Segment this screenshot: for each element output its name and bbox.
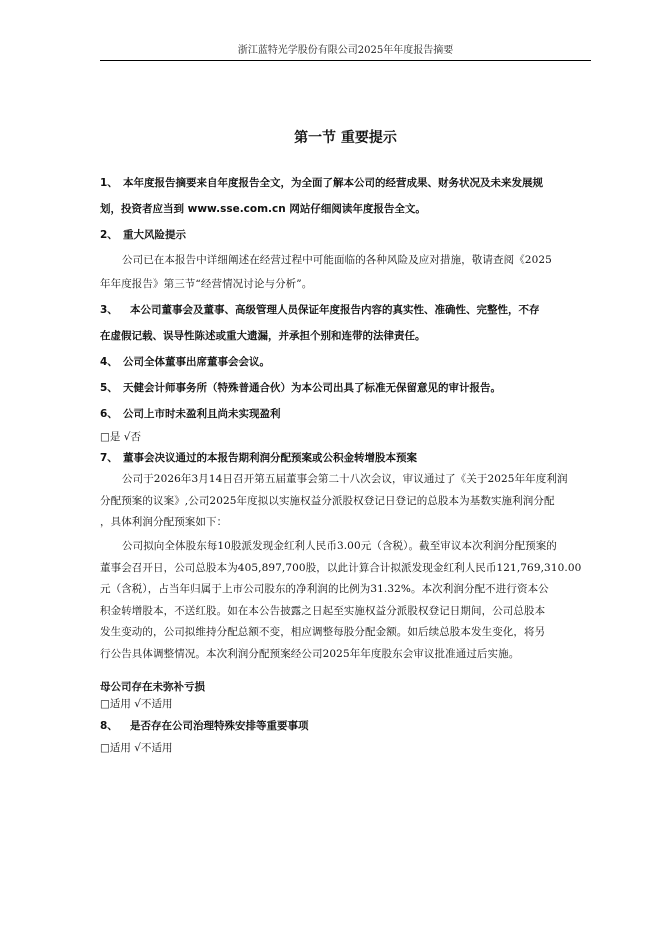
item-6-heading	[100, 401, 591, 427]
item-7-p2-line1: 公司拟向全体股东每10股派发现金红利人民币3.00元（含税）。截至审议本次利润分配预案的	[122, 540, 557, 552]
item-7-p2-line3: 元（含税），占当年归属于上市公司股东的净利润的比例为31.32%。本次利润分配不进行资本公	[100, 583, 549, 595]
item-1-line1: 本年度报告摘要来自年度报告全文，为全面了解本公司的经营成果、财务状况及未来发展规	[123, 177, 543, 189]
item-4-number: 4、	[100, 356, 118, 368]
uncovered-loss-heading: 母公司存在未弥补亏损	[100, 681, 205, 693]
page-header: 浙江蓝特光学股份有限公司2025年年度报告摘要	[237, 45, 454, 56]
item-7-paragraph-1	[100, 469, 591, 534]
item-8-heading	[100, 713, 591, 739]
item-7-number: 7、	[100, 452, 118, 464]
section-title: 第一节 重要提示	[294, 130, 397, 146]
item-7-p2-line5: 发生变动的，公司拟维持分配总额不变，相应调整每股分配金额。如后续总股本发生变化，将另	[100, 626, 546, 638]
item-2-body-line1: 公司已在本报告中详细阐述在经营过程中可能面临的各种风险及应对措施，敬请查阅《2025	[122, 254, 552, 266]
item-1-number: 1、	[100, 177, 118, 189]
item-7-heading	[100, 445, 591, 471]
item-1	[100, 170, 591, 222]
item-3	[100, 297, 591, 349]
item-6-number: 6、	[100, 408, 118, 420]
item-7-p1-line2: 分配预案的议案》,公司2025年度拟以实施权益分派股权登记日登记的总股本为基数实施利润分配	[100, 494, 555, 507]
header-rule	[100, 60, 591, 61]
item-8-number: 8、	[100, 720, 118, 732]
item-7-p2-line4: 积金转增股本，不送红股。如在本公告披露之日起至实施权益分派股权登记日期间，公司总股本	[100, 604, 546, 617]
item-5-number: 5、	[100, 382, 118, 394]
item-3-number: 3、	[100, 304, 118, 316]
item-8-option: □适用 √不适用	[100, 742, 173, 754]
item-4-text: 公司全体董事出席董事会会议。	[123, 356, 270, 368]
item-8-title: 是否存在公司治理特殊安排等重要事项	[130, 720, 309, 732]
item-2-heading	[100, 222, 591, 248]
item-6-option: □是 √否	[100, 431, 141, 443]
item-3-line2: 在虚假记载、误导性陈述或重大遗漏，并承担个别和连带的法律责任。	[100, 330, 426, 342]
item-2-body-line2: 年年度报告》第三节“经营情况讨论与分析”。	[100, 278, 313, 290]
item-6-title: 公司上市时未盈利且尚未实现盈利	[123, 408, 281, 420]
item-2-title: 重大风险提示	[123, 229, 186, 241]
item-5-text: 天健会计师事务所（特殊普通合伙）为本公司出具了标准无保留意见的审计报告。	[123, 382, 501, 394]
item-7-p2-line2: 董事会召开日，公司总股本为405,897,700股，以此计算合计拟派发现金红利人民币121,769,310.00	[100, 561, 582, 574]
item-1-line2: 划，投资者应当到 www.sse.com.cn 网站仔细阅读年度报告全文。	[100, 203, 426, 215]
item-7-title: 董事会决议通过的本报告期利润分配预案或公积金转增股本预案	[123, 452, 417, 464]
item-5	[100, 375, 591, 401]
item-7-p1-line1: 公司于2026年3月14日召开第五届董事会第二十八次会议，审议通过了《关于2025年年度利润	[122, 473, 568, 485]
item-2-number: 2、	[100, 229, 118, 241]
item-3-line1: 本公司董事会及董事、高级管理人员保证年度报告内容的真实性、准确性、完整性，不存	[130, 304, 540, 316]
uncovered-loss-option: □适用 √不适用	[100, 698, 173, 710]
item-2-body	[100, 248, 591, 296]
item-7-paragraph-2	[100, 536, 591, 665]
item-7-p2-line6: 行公告具体调整情况。本次利润分配预案经公司2025年年度股东会审议批准通过后实施。	[100, 647, 520, 660]
item-7-p1-line3: ，具体利润分配预案如下：	[100, 516, 228, 528]
item-4	[100, 349, 591, 375]
